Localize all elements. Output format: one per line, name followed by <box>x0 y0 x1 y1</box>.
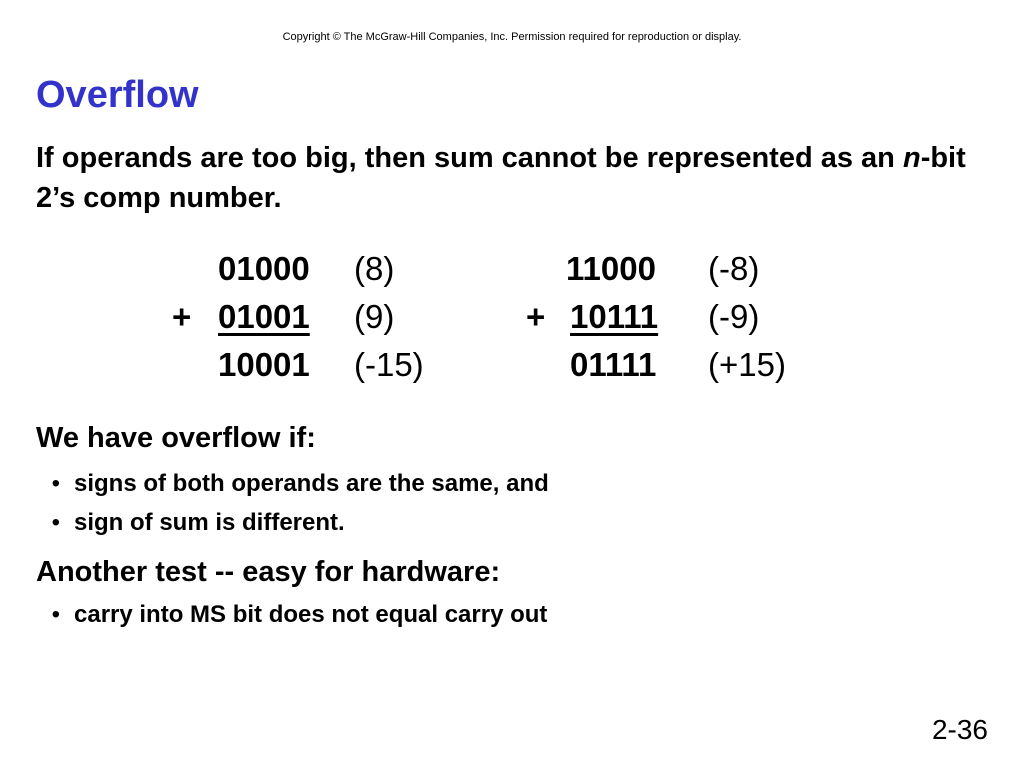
bullet-text: carry into MS bit does not equal carry out <box>74 601 548 628</box>
test-heading: Another test -- easy for hardware: <box>36 556 501 588</box>
example-2-plus: + <box>526 298 546 335</box>
overflow-bullet-list <box>51 470 549 548</box>
example-2-operand2: 10111 <box>570 298 659 335</box>
slide-title: Overflow <box>36 74 199 116</box>
example-1-plus: + <box>172 298 192 335</box>
example-1-operand1-note: (8) <box>354 250 395 287</box>
list-item <box>51 470 549 509</box>
list-item <box>51 601 548 640</box>
copyright-notice: Copyright © The McGraw-Hill Companies, Inc. Permission required for reproduction or display. <box>282 31 742 43</box>
slide-number: 2-36 <box>931 714 988 745</box>
bullet-text: signs of both operands are the same, and <box>74 470 549 497</box>
test-bullet-list <box>51 601 548 640</box>
example-1-operand2: 01001 <box>218 298 310 335</box>
intro-text-after: -bit 2’s comp number. <box>36 142 966 214</box>
example-2-sum: 01111 <box>570 346 657 383</box>
bullet-text: sign of sum is different. <box>74 509 345 536</box>
example-1-sum: 10001 <box>218 346 310 383</box>
example-2-operand1: 11000 <box>566 250 656 287</box>
intro-italic: n <box>902 142 921 174</box>
list-item <box>51 509 549 548</box>
bullet-icon: • <box>51 470 60 497</box>
example-1-operand2-note: (9) <box>354 298 395 335</box>
example-1-operand1: 01000 <box>218 250 310 287</box>
example-1-sum-note: (-15) <box>354 346 424 383</box>
example-2-sum-note: (+15) <box>708 346 786 383</box>
intro-text-before: If operands are too big, then sum cannot be represented as an <box>36 142 903 174</box>
intro-text <box>36 138 996 218</box>
bullet-icon: • <box>51 601 60 628</box>
example-2-operand2-note: (-9) <box>708 298 760 335</box>
overflow-heading: We have overflow if: <box>36 422 316 454</box>
bullet-icon: • <box>51 509 60 536</box>
example-2-operand1-note: (-8) <box>708 250 760 287</box>
